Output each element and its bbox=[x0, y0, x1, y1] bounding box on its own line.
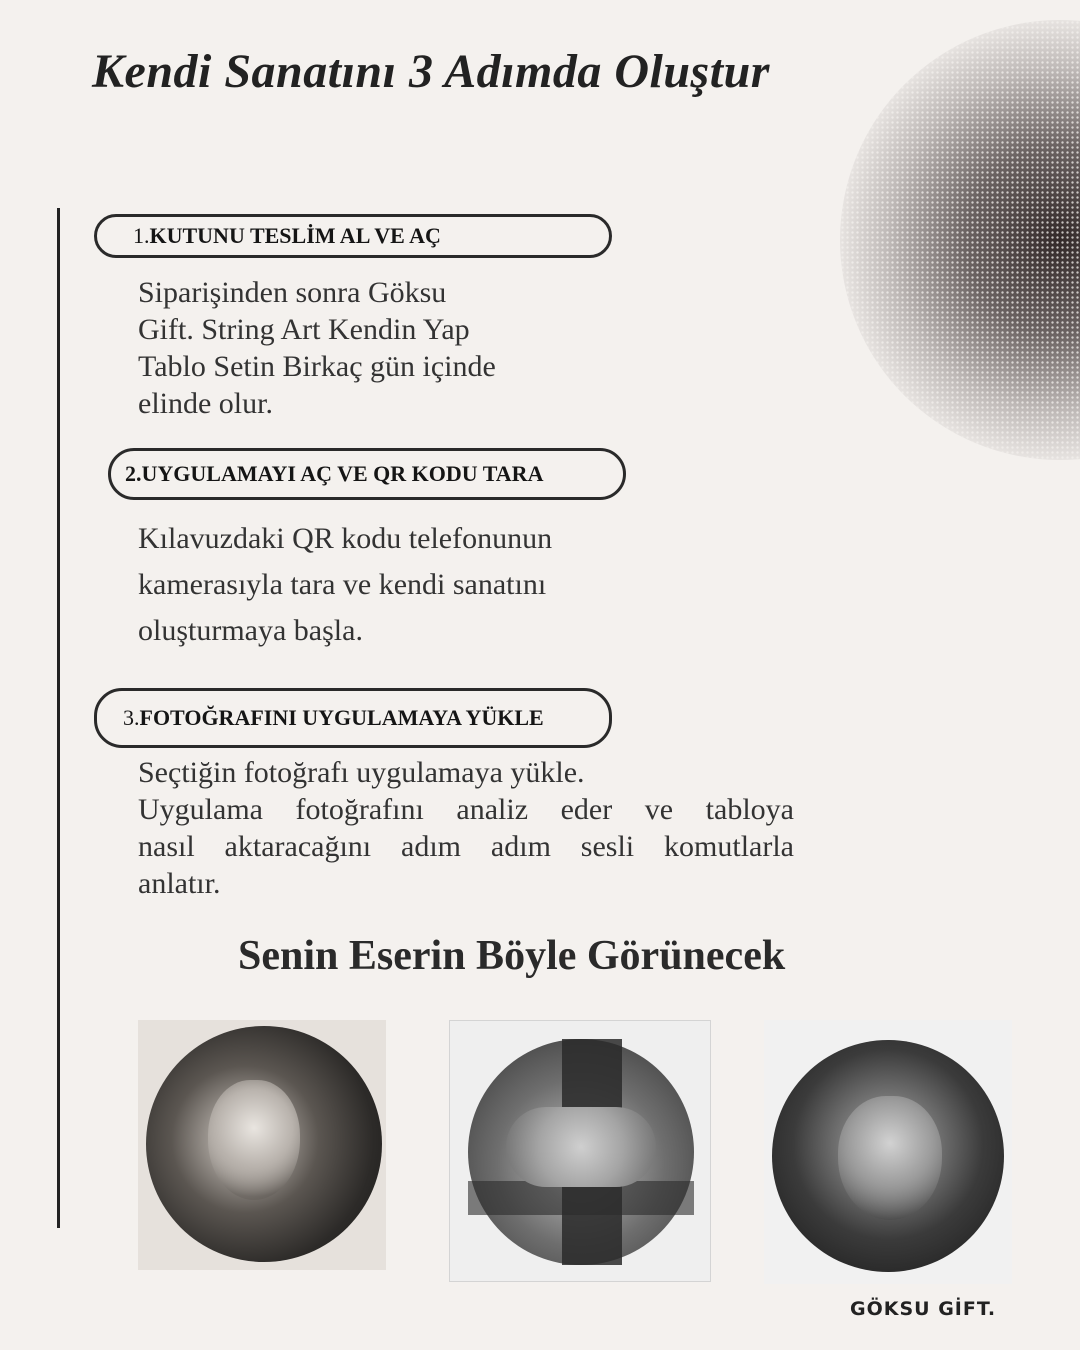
step-3-line: Uygulama fotoğrafını analiz eder ve tabloya bbox=[138, 793, 794, 826]
step-3-line: nasıl aktaracağını adım adım sesli komutlarla bbox=[138, 830, 794, 863]
example-photo-knot bbox=[449, 1020, 711, 1282]
vertical-divider bbox=[57, 208, 60, 1228]
step-3-line: Seçtiğin fotoğrafı uygulamaya yükle. bbox=[138, 756, 585, 789]
step-1-line: elinde olur. bbox=[138, 387, 273, 420]
step-3-number: 3. bbox=[123, 705, 140, 730]
step-1-number: 1. bbox=[133, 223, 150, 248]
step-1-title: KUTUNU TESLİM AL VE AÇ bbox=[149, 223, 441, 248]
step-2-line: kamerasıyla tara ve kendi sanatını bbox=[138, 568, 547, 601]
step-3-line: anlatır. bbox=[138, 867, 221, 900]
step-2-description bbox=[138, 516, 638, 654]
step-2-title: UYGULAMAYI AÇ VE QR KODU TARA bbox=[141, 461, 544, 486]
step-1-description bbox=[138, 274, 558, 422]
step-2-line: oluşturmaya başla. bbox=[138, 614, 363, 647]
examples-heading: Senin Eserin Böyle Görünecek bbox=[238, 933, 786, 979]
step-2-number: 2. bbox=[125, 461, 142, 486]
step-3-description bbox=[138, 754, 794, 902]
step-2-line: Kılavuzdaki QR kodu telefonunun bbox=[138, 522, 553, 555]
step-1-heading bbox=[94, 214, 612, 258]
dotted-gradient-decoration bbox=[830, 0, 1080, 480]
step-1-line: Gift. String Art Kendin Yap bbox=[138, 313, 470, 346]
page-title: Kendi Sanatını 3 Adımda Oluştur bbox=[92, 45, 770, 98]
brand-logo-text: GÖKSU GİFT. bbox=[850, 1298, 997, 1320]
step-3-heading bbox=[94, 688, 612, 748]
step-1-line: Tablo Setin Birkaç gün içinde bbox=[138, 350, 496, 383]
example-photo-man-portrait bbox=[764, 1020, 1012, 1284]
step-2-heading bbox=[108, 448, 626, 500]
portrait-face bbox=[838, 1096, 942, 1220]
knot-shape bbox=[506, 1107, 656, 1187]
portrait-face bbox=[208, 1080, 300, 1200]
step-3-title: FOTOĞRAFINI UYGULAMAYA YÜKLE bbox=[139, 705, 544, 730]
example-photo-woman-portrait bbox=[138, 1020, 386, 1270]
dotted-sphere-texture bbox=[840, 20, 1080, 460]
step-1-line: Siparişinden sonra Göksu bbox=[138, 276, 447, 309]
